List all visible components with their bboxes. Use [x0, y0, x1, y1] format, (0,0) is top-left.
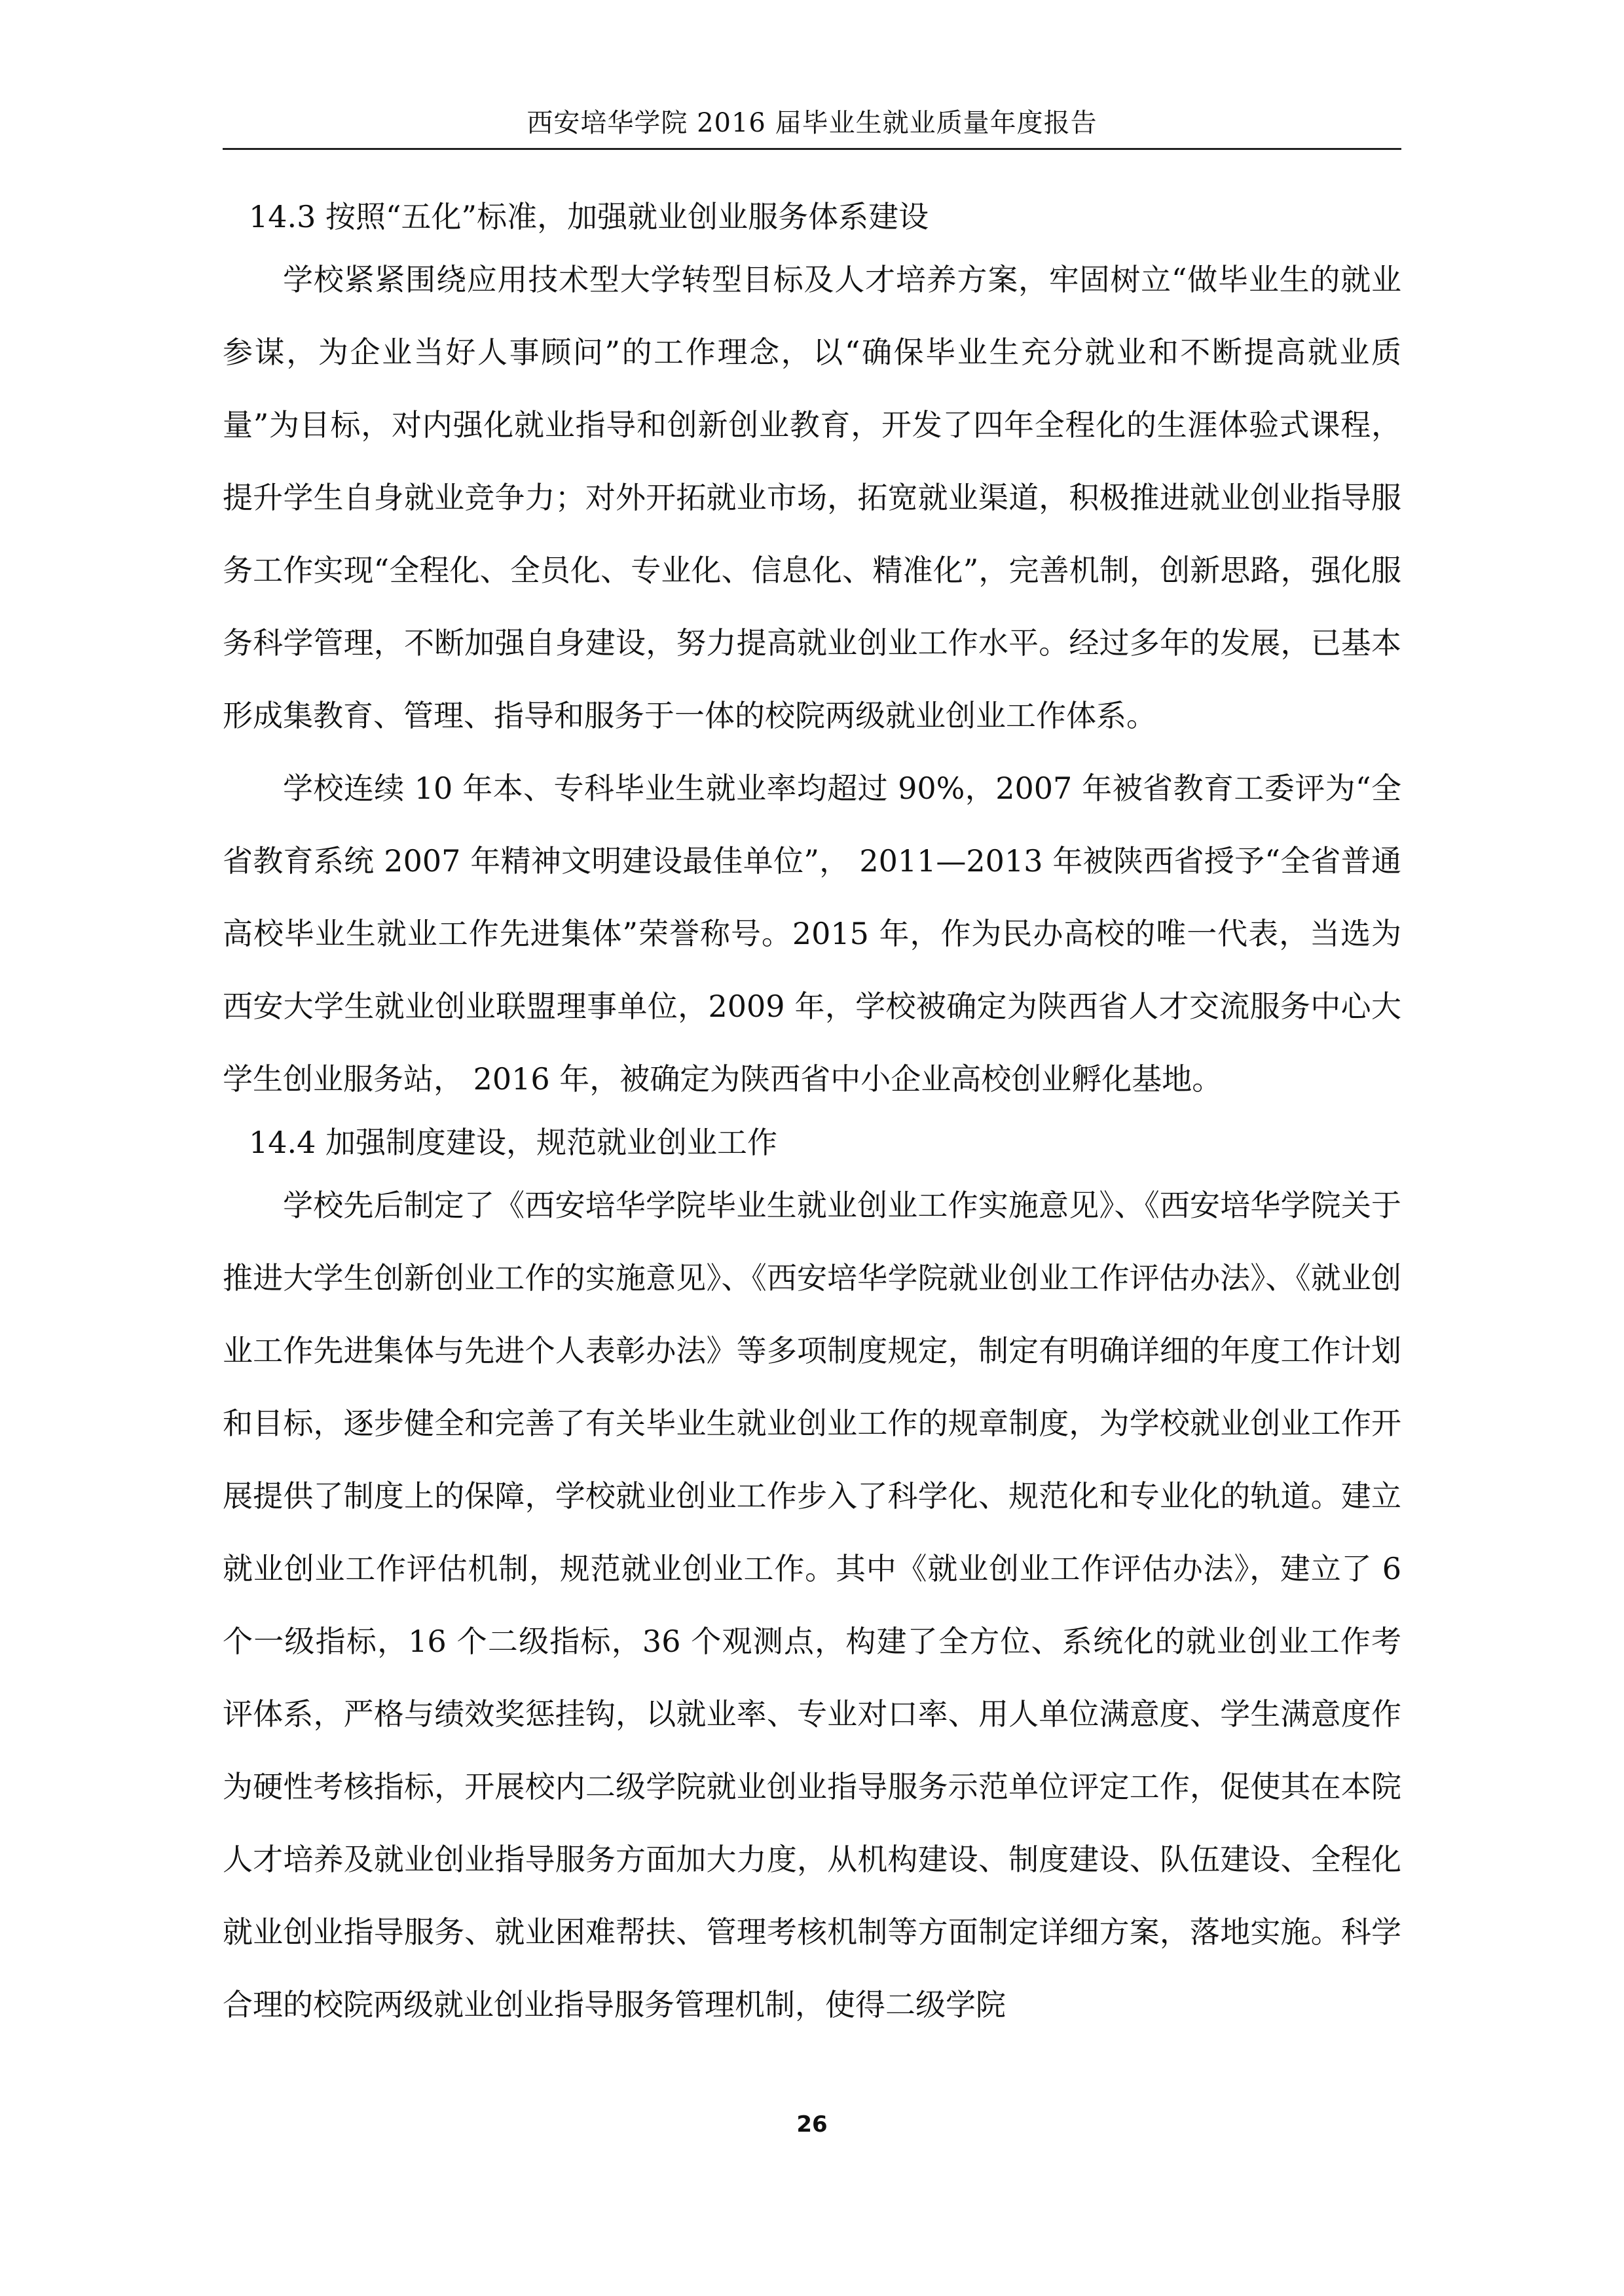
- section-heading-14-4: 14.4 加强制度建设，规范就业创业工作: [249, 1125, 778, 1160]
- page-content: [223, 190, 1401, 2041]
- page-header: [223, 98, 1401, 150]
- paragraph: 学校连续 10 年本、专科毕业生就业率均超过 90%，2007 年被省教育工委评为“全省教育系统 2007 年精神文明建设最佳单位”， 2011—2013 年被陕西省授予“全省普通高校毕业生就业工作先进集体”荣誉称号。2015 年，作为民办高校的唯一代表，当选为西安大学生就业创业联盟理事单位，2009 年，学校被确定为陕西省人才交流服务中心大学生创业服务站， 2016 年，被确定为陕西省中小企业高校创业孵化基地。: [223, 771, 1401, 1097]
- report-title: 西安培华学院 2016 届毕业生就业质量年度报告: [526, 108, 1098, 138]
- paragraph: 学校紧紧围绕应用技术型大学转型目标及人才培养方案，牢固树立“做毕业生的就业参谋，为企业当好人事顾问”的工作理念，以“确保毕业生充分就业和不断提高就业质量”为目标，对内强化就业指导和创新创业教育，开发了四年全程化的生涯体验式课程，提升学生自身就业竞争力；对外开拓就业市场，拓宽就业渠道，积极推进就业创业指导服务工作实现“全程化、全员化、专业化、信息化、精准化”，完善机制，创新思路，强化服务科学管理，不断加强自身建设，努力提高就业创业工作水平。经过多年的发展，已基本形成集教育、管理、指导和服务于一体的校院两级就业创业工作体系。: [223, 262, 1401, 733]
- page-number: 26: [796, 2111, 828, 2138]
- section-heading-14-3: 14.3 按照“五化”标准，加强就业创业服务体系建设: [249, 199, 929, 234]
- paragraph: 学校先后制定了《西安培华学院毕业生就业创业工作实施意见》、《西安培华学院关于推进大学生创新创业工作的实施意见》、《西安培华学院就业创业工作评估办法》、《就业创业工作先进集体与先进个人表彰办法》等多项制度规定，制定有明确详细的年度工作计划和目标，逐步健全和完善了有关毕业生就业创业工作的规章制度，为学校就业创业工作开展提供了制度上的保障，学校就业创业工作步入了科学化、规范化和专业化的轨道。建立就业创业工作评估机制，规范就业创业工作。其中《就业创业工作评估办法》，建立了 6 个一级指标，16 个二级指标，36 个观测点，构建了全方位、系统化的就业创业工作考评体系，严格与绩效奖惩挂钩，以就业率、专业对口率、用人单位满意度、学生满意度作为硬性考核指标，开展校内二级学院就业创业指导服务示范单位评定工作，促使其在本院人才培养及就业创业指导服务方面加大力度，从机构建设、制度建设、队伍建设、全程化就业创业指导服务、就业困难帮扶、管理考核机制等方面制定详细方案，落地实施。科学合理的校院两级就业创业指导服务管理机制，使得二级学院: [223, 1188, 1401, 2022]
